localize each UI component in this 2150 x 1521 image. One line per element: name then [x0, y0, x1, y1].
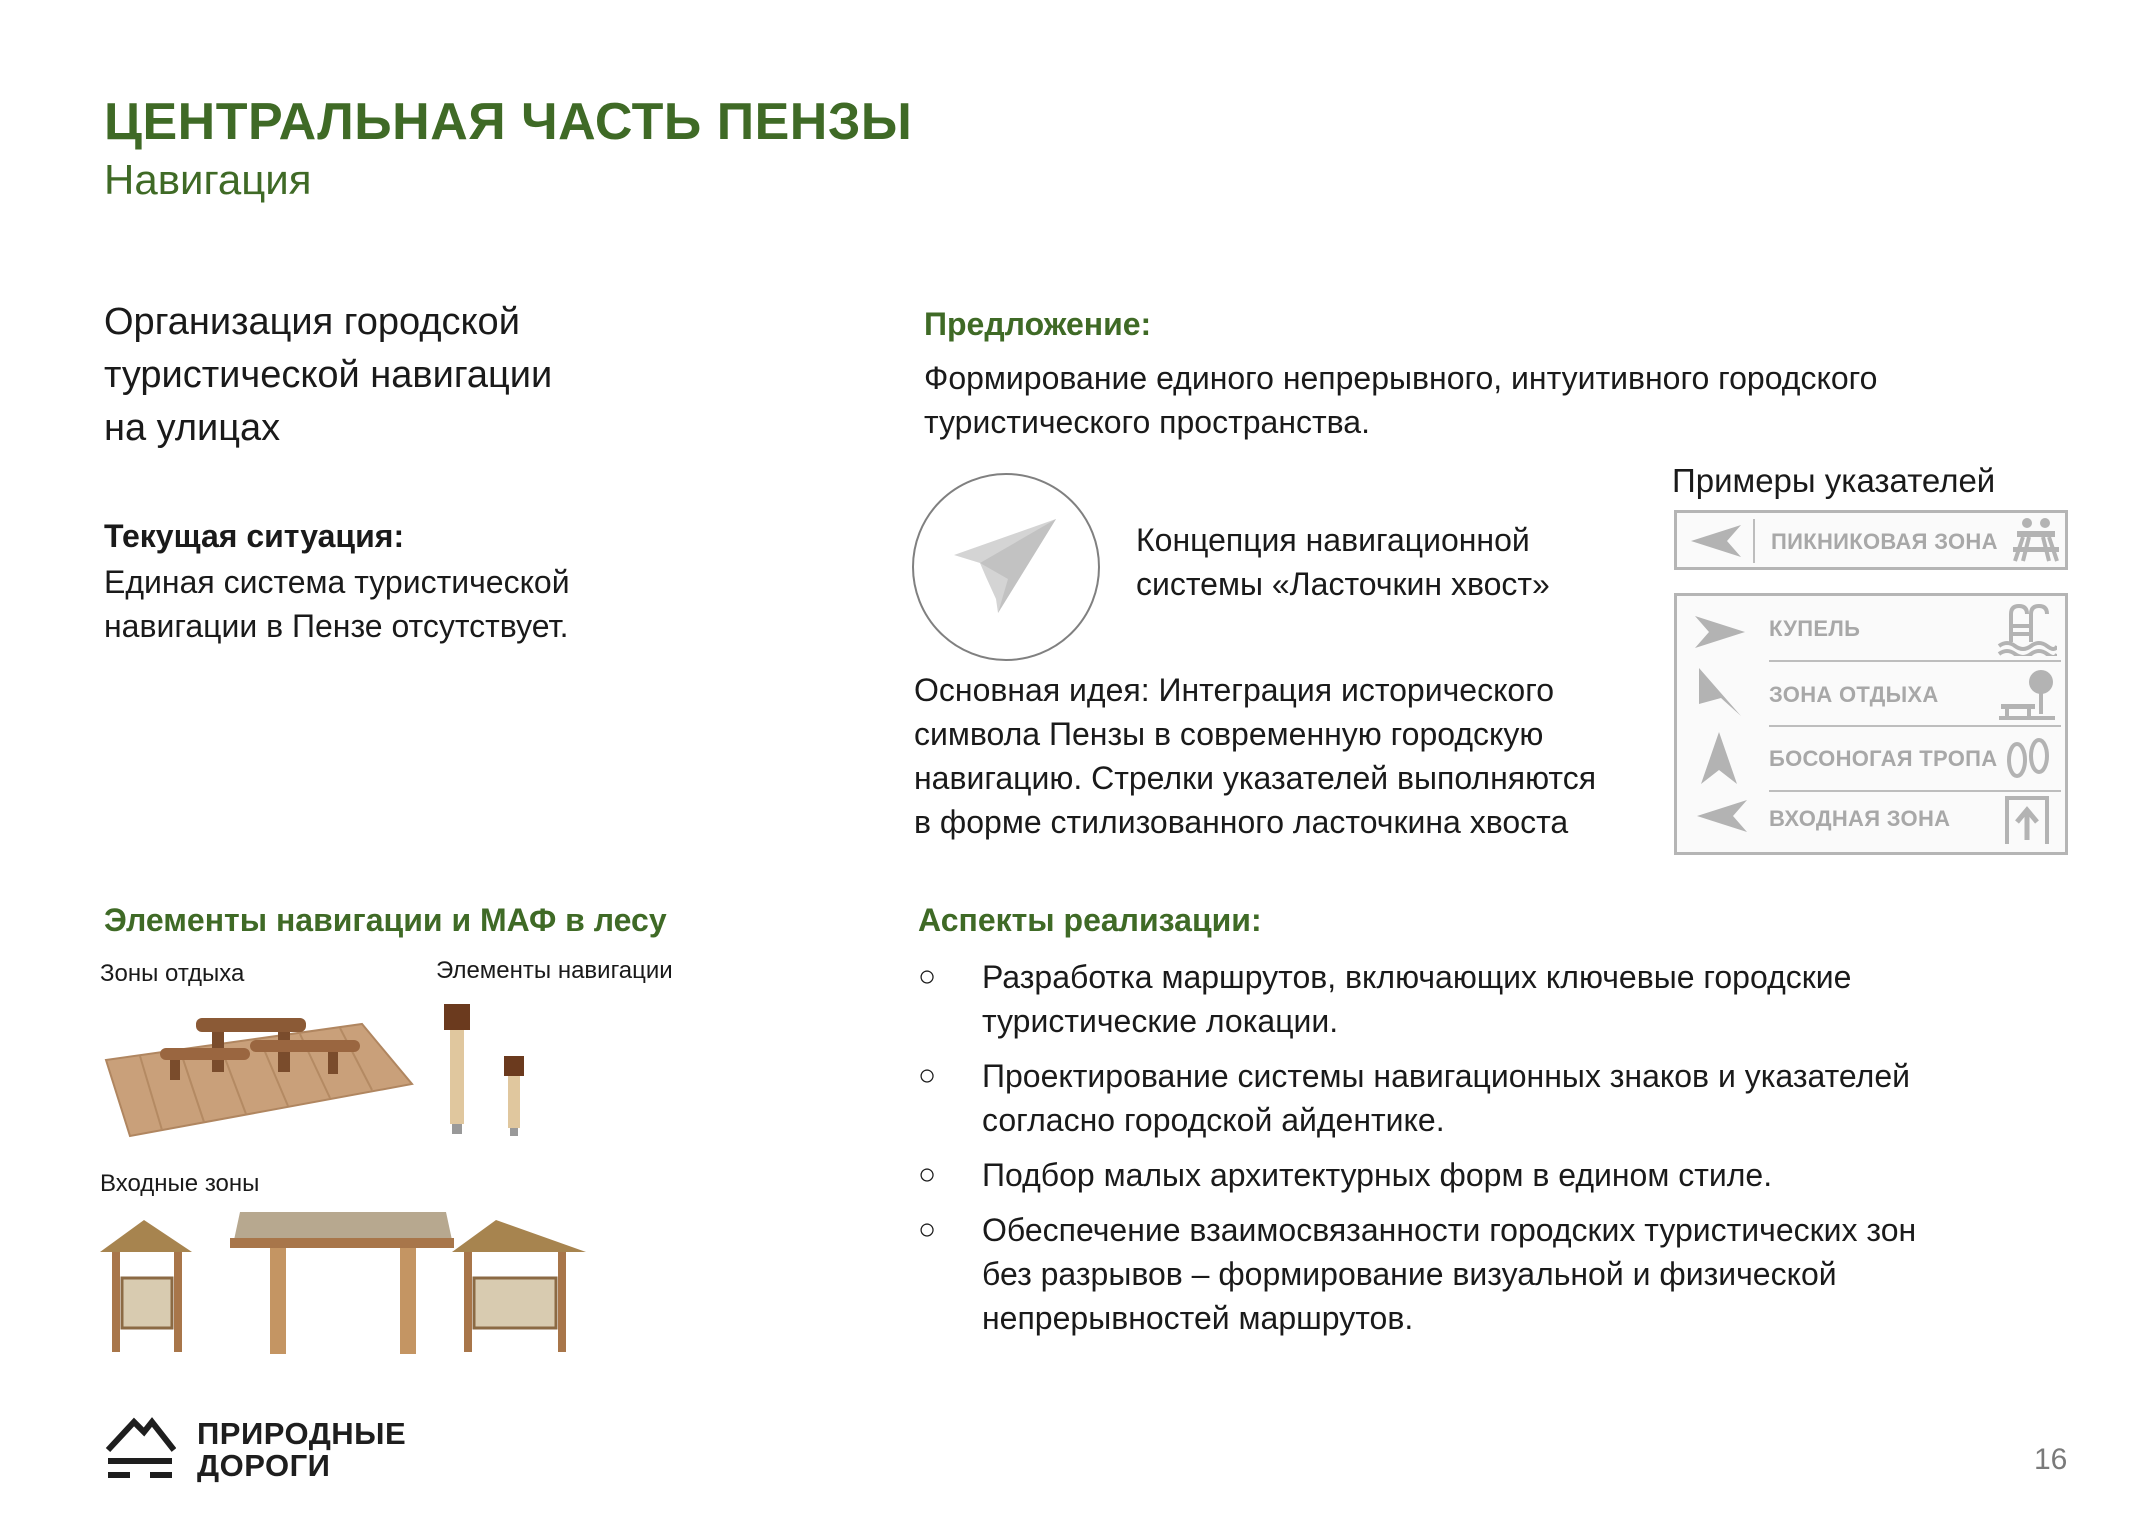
proposal-line: Формирование единого непрерывного, интуитивного городского	[924, 360, 1878, 396]
sign-board	[1674, 593, 2068, 855]
sign-row-divider	[1769, 660, 2061, 662]
current-line: Единая система туристической	[104, 564, 570, 600]
idea-line: в форме стилизованного ласточкина хвоста	[914, 804, 1569, 840]
arrow-left-icon	[1687, 521, 1745, 561]
nav-posts-image	[436, 1002, 546, 1138]
lead-line: на улицах	[104, 407, 281, 449]
forest-heading: Элементы навигации и МАФ в лесу	[104, 902, 667, 938]
concept-title	[1136, 518, 1550, 606]
sign-label: ВХОДНАЯ ЗОНА	[1769, 806, 1951, 831]
list-item-line: туристические локации.	[982, 1003, 1339, 1039]
bullet-marker: ○	[918, 960, 937, 993]
nav-elements-label: Элементы навигации	[436, 957, 673, 984]
current-situation-text	[104, 560, 570, 648]
bullet-marker: ○	[918, 1213, 937, 1246]
list-item-line: согласно городской айдентике.	[982, 1102, 1445, 1138]
arrow-up-icon	[1699, 730, 1739, 786]
sign-label: БОСОНОГАЯ ТРОПА	[1769, 746, 1998, 771]
idea-line: символа Пензы в современную городскую	[914, 716, 1544, 752]
list-item-line: Подбор малых архитектурных форм в едином стиле.	[982, 1157, 1773, 1193]
proposal-text	[924, 356, 1877, 444]
proposal-heading: Предложение:	[924, 306, 1152, 342]
arrow-right-icon	[1693, 612, 1749, 652]
sign-row-divider	[1769, 725, 2061, 727]
picnic-deck-image	[100, 1000, 420, 1140]
entry-zones-label: Входные зоны	[100, 1170, 260, 1197]
swallowtail-emblem	[912, 473, 1100, 661]
bullet-marker: ○	[918, 1059, 937, 1092]
arrow-up-left-icon	[1695, 664, 1745, 720]
list-item-line: Разработка маршрутов, включающих ключевые городские	[982, 959, 1852, 995]
sign-divider	[1753, 519, 1755, 563]
entry-zones-image	[100, 1200, 600, 1360]
swallowtail-arrow-icon	[914, 475, 1098, 659]
logo-line: ДОРОГИ	[197, 1448, 331, 1483]
lead-line: Организация городской	[104, 301, 520, 343]
proposal-line: туристического пространства.	[924, 404, 1370, 440]
lead-line: туристической навигации	[104, 354, 553, 396]
lead-text	[104, 296, 664, 455]
idea-line: Основная идея: Интеграция исторического	[914, 672, 1554, 708]
footprints-icon	[2003, 732, 2053, 784]
list-item	[918, 1054, 2068, 1142]
page-subtitle: Навигация	[104, 156, 312, 203]
sign-picnic	[1674, 510, 2068, 570]
list-item-line: непрерывностей маршрутов.	[982, 1300, 1414, 1336]
bench-tree-icon	[1997, 666, 2057, 722]
current-line: навигации в Пензе отсутствует.	[104, 608, 569, 644]
logo-mountains-icon	[104, 1410, 176, 1480]
sign-examples-title: Примеры указателей	[1672, 462, 1996, 499]
sign-label: ПИКНИКОВАЯ ЗОНА	[1771, 529, 1998, 554]
rest-zones-label: Зоны отдыха	[100, 960, 245, 987]
aspects-heading: Аспекты реализации:	[918, 902, 1262, 938]
page-number: 16	[2034, 1443, 2068, 1476]
page-title: ЦЕНТРАЛЬНАЯ ЧАСТЬ ПЕНЗЫ	[104, 93, 913, 151]
entrance-icon	[2003, 794, 2051, 846]
concept-idea	[914, 668, 1596, 844]
list-item-line: Обеспечение взаимосвязанности городских туристических зон	[982, 1212, 1917, 1248]
current-situation-heading: Текущая ситуация:	[104, 518, 405, 554]
concept-line: системы «Ласточкин хвост»	[1136, 566, 1550, 602]
list-item-line: без разрывов – формирование визуальной и физической	[982, 1256, 1837, 1292]
sign-label: ЗОНА ОТДЫХА	[1769, 682, 1939, 707]
aspects-list	[918, 955, 2068, 1351]
arrow-left-icon	[1693, 796, 1749, 836]
picnic-icon	[2011, 517, 2061, 565]
list-item	[918, 1153, 2068, 1197]
pool-icon	[1997, 602, 2057, 656]
logo-line: ПРИРОДНЫЕ	[197, 1416, 407, 1451]
concept-line: Концепция навигационной	[1136, 522, 1530, 558]
sign-label: КУПЕЛЬ	[1769, 616, 1861, 641]
idea-line: навигацию. Стрелки указателей выполняются	[914, 760, 1597, 796]
sign-row-divider	[1769, 790, 2061, 792]
logo-text	[197, 1418, 406, 1482]
list-item-line: Проектирование системы навигационных знаков и указателей	[982, 1058, 1910, 1094]
list-item	[918, 955, 2068, 1043]
list-item	[918, 1208, 2068, 1340]
bullet-marker: ○	[918, 1158, 937, 1191]
